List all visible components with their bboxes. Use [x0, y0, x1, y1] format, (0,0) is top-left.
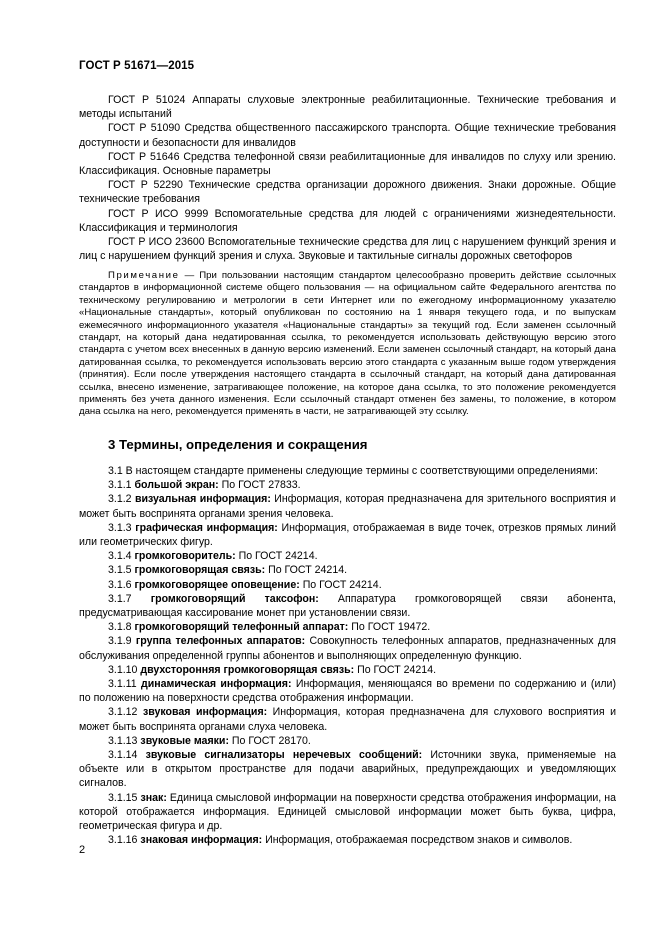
term-definition: Источники звука, применяемые на объекте или в открытом пространстве для подачи аварийных, предупреждающих и уведомляющих сигналов.	[79, 749, 616, 790]
note-label: Примечание	[108, 270, 180, 281]
term-number: 3.1.1	[108, 479, 132, 492]
term-name: знак:	[140, 791, 167, 804]
term-item	[79, 578, 616, 592]
term-definition: По ГОСТ 24214.	[357, 663, 437, 676]
term-name: громкоговорящее оповещение:	[134, 578, 300, 591]
term-name: громкоговоритель:	[134, 550, 236, 563]
term-name: звуковая информация:	[142, 706, 268, 719]
term-item	[79, 791, 616, 834]
section-title: 3 Термины, определения и сокращения	[108, 437, 368, 452]
term-definition: Аппаратура громкоговорящей связи абонента, предусматривающая кассирование монет при установлении связи.	[79, 592, 616, 620]
term-item	[79, 521, 616, 549]
term-item	[79, 734, 616, 748]
term-number: 3.1.15	[108, 791, 138, 804]
reference-item: ГОСТ Р 51646 Средства телефонной связи реабилитационные для инвалидов по слуху или зрению. Классификация. Основные параметры	[79, 150, 616, 178]
term-item	[79, 634, 616, 662]
term-item	[79, 549, 616, 563]
term-definition: Совокупность телефонных аппаратов, предназначенных для обслуживания определенной группы абонентов и выполняющих определенную функцию.	[79, 635, 616, 662]
term-name: большой экран:	[134, 479, 219, 492]
term-item	[79, 748, 616, 791]
term-name: звуковые сигнализаторы неречевых сообщений:	[145, 749, 423, 762]
term-definition: Единица смысловой информации на поверхности средства отображения информации, на которой отображается информация. Единицей смысловой информации может быть буква, цифра, геометрическая фигура и др.	[79, 791, 616, 833]
reference-item: ГОСТ Р ИСО 9999 Вспомогательные средства для людей с ограничениями жизнедеятельности. Классификация и терминология	[79, 207, 616, 234]
term-definition: Информация, отображаемая посредством знаков и символов.	[265, 834, 573, 847]
term-definition: По ГОСТ 24214.	[268, 564, 348, 577]
term-item	[79, 705, 616, 733]
term-item	[79, 492, 616, 520]
term-name: группа телефонных аппаратов:	[135, 635, 306, 648]
term-number: 3.1.13	[108, 734, 138, 747]
term-definition: По ГОСТ 19472.	[351, 621, 431, 634]
term-definition: По ГОСТ 28170.	[231, 734, 311, 747]
note-paragraph	[79, 270, 616, 419]
terms-block	[79, 464, 616, 847]
term-number: 3.1.9	[108, 635, 132, 648]
term-item	[79, 620, 616, 634]
term-item	[79, 833, 616, 847]
term-definition: Информация, которая предназначена для слухового восприятия и может быть воспринята органами слуха человека.	[79, 706, 616, 733]
term-item	[79, 478, 616, 492]
reference-item: ГОСТ Р 51090 Средства общественного пассажирского транспорта. Общие технические требования доступности и безопасности для инвалидов	[79, 122, 616, 149]
term-definition: По ГОСТ 24214.	[238, 550, 318, 563]
term-number: 3.1.2	[108, 493, 132, 506]
term-definition: Информация, меняющаяся во времени по содержанию и (или) по положению на поверхности средства отображения информации.	[79, 678, 616, 705]
page-number: 2	[79, 844, 86, 856]
term-definition: Информация, которая предназначена для зрительного восприятия и может быть воспринята органами зрения человека.	[79, 493, 616, 520]
note-block	[79, 270, 616, 419]
term-name: знаковая информация:	[140, 834, 263, 847]
term-name: громкоговорящий телефонный аппарат:	[134, 621, 349, 634]
document-header: ГОСТ Р 51671—2015	[79, 60, 195, 72]
term-number: 3.1.5	[108, 564, 132, 577]
term-definition: По ГОСТ 24214.	[302, 578, 382, 591]
term-number: 3.1.10	[108, 663, 138, 676]
term-name: громкоговорящая связь:	[134, 564, 266, 577]
term-number: 3.1.6	[108, 578, 132, 591]
note-text: — При пользовании настоящим стандартом целесообразно проверить действие ссылочных стандартов в информационной системе общего пользования — на официальном сайте Федерального агентства по техническому регулированию и метрологии в сети Интернет или по ежегодному информационному указателю «Национальные стандарты», который опубликован по состоянию на 1 января текущего года, и по выпускам ежемесячного информационного указателя «Национальные стандарты» за текущий год. Если заменен ссылочный стандарт, на который дана недатированная ссылка, то рекомендуется использовать действующую версию этого стандарта с учетом всех внесенных в данную версию изменений. Если заменен ссылочный стандарт, на который дана датированная ссылка, то рекомендуется использовать версию этого стандарта с указанным выше годом утверждения (принятия). Если после утверждения настоящего стандарта в ссылочный стандарт, на который дана датированная ссылка, внесено изменение, затрагивающее положение, на которое дана ссылка, то это положение рекомендуется применять без учета данного изменения. Если ссылочный стандарт отменен без замены, то положение, в котором дана ссылка на него, рекомендуется применять в части, не затрагивающей эту ссылку.	[79, 270, 616, 418]
term-item	[79, 677, 616, 705]
term-name: звуковые маяки:	[140, 734, 229, 747]
term-name: графическая информация:	[135, 521, 278, 534]
term-number: 3.1.16	[108, 834, 138, 847]
term-number: 3.1.7	[108, 592, 132, 605]
terms-intro: 3.1 В настоящем стандарте применены следующие термины с соответствующими определениями:	[108, 465, 598, 477]
term-name: визуальная информация:	[134, 493, 271, 506]
term-definition: По ГОСТ 27833.	[221, 479, 301, 492]
term-number: 3.1.3	[108, 521, 132, 534]
reference-item: ГОСТ Р 52290 Технические средства организации дорожного движения. Знаки дорожные. Общие технические требования	[79, 179, 616, 206]
term-number: 3.1.4	[108, 550, 132, 563]
term-definition: Информация, отображаемая в виде точек, отрезков прямых линий или геометрических фигур.	[79, 521, 617, 549]
term-number: 3.1.12	[108, 706, 138, 719]
term-number: 3.1.8	[108, 621, 132, 634]
term-number: 3.1.14	[108, 749, 138, 762]
reference-item: ГОСТ Р 51024 Аппараты слуховые электронные реабилитационные. Технические требования и методы испытаний	[79, 94, 616, 121]
normative-references	[79, 93, 616, 263]
term-item	[79, 592, 616, 620]
term-item	[79, 563, 616, 577]
term-number: 3.1.11	[108, 678, 137, 691]
term-item	[79, 663, 616, 677]
term-name: громкоговорящий таксофон:	[150, 592, 319, 605]
term-name: двухсторонняя громкоговорящая связь:	[140, 663, 355, 676]
reference-item: ГОСТ Р ИСО 23600 Вспомогательные технические средства для лиц с нарушением функций зрения и лиц с нарушением функций зрения и слуха. Звуковые и тактильные сигналы дорожных светофоров	[79, 236, 616, 263]
term-name: динамическая информация:	[140, 678, 292, 691]
